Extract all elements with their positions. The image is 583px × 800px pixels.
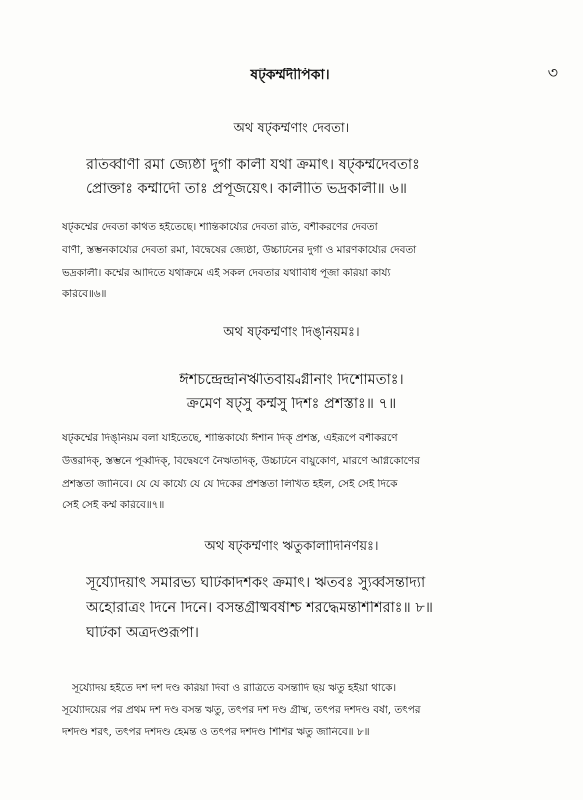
verse-line: রতির্ব্বাণী রমা জ্যেষ্ঠা দুর্গা কালী যথা ক্রমাৎ। ষট্‌কর্ম্মদেবতাঃ xyxy=(86,158,420,173)
commentary-line: সেই সেই কর্ম্ম করিবে॥৭॥ xyxy=(62,500,165,511)
commentary-line: দশদণ্ড শরৎ, তৎপর দশদণ্ড হেমন্ত ও তৎপর দশদণ্ড শিশির ঋতু জানিবে॥ ৮॥ xyxy=(62,727,370,738)
running-title: ষট্‌কর্ম্মদীপিকা। xyxy=(250,68,330,83)
verse-line: প্রোক্তাঃ কর্ম্মাদৌ তাঃ প্রপূজয়েৎ। কালীতি ভদ্রকালী॥ ৬॥ xyxy=(86,182,407,197)
commentary-line: প্রশস্ততা জানিবে। যে যে কার্য্যে যে যে দিকের প্রশস্ততা লিখিত হইল, সেই সেই দিকে xyxy=(62,479,398,490)
commentary-line: ভদ্রকালী। কর্ম্মের আদিতে যথাক্রমে এই সকল দেবতার যথাবিধি পূজা করিয়া কার্য্য xyxy=(62,268,391,279)
verse-line: ঘটিকা অত্রদণ্ডরূপা। xyxy=(86,626,199,641)
commentary-line: করিবে॥৬॥ xyxy=(62,289,107,300)
commentary-line: ষট্‌কর্ম্মের দিঙ্‌নিয়ম বলা যাইতেছে, শান্তিকার্য্যে ঈশান দিক্ প্রশস্ত, এইরূপে বশীকরণে xyxy=(62,433,398,444)
section-heading: অথ ষট্‌কর্ম্মণাং দেবতা। xyxy=(233,122,350,136)
verse-line: ঈশচন্দ্রেন্দ্রনির্ঋতিবায়্বগ্নীনাং দিশোমতাঃ। xyxy=(179,373,404,388)
section-heading: অথ ষট্‌কর্ম্মণাং দিঙ্‌নিয়মঃ। xyxy=(223,326,360,340)
commentary-line: সূর্য্যোদয়ের পর প্রথম দশ দণ্ড বসন্ত ঋতু, তৎপর দশ দণ্ড গ্রীষ্ম, তৎপর দশদণ্ড বর্ষা, তৎপর xyxy=(62,705,421,716)
page-number: ৩ xyxy=(547,64,558,82)
commentary-line: ষট্‌কর্ম্মের দেবতা কথিত হইতেছে। শান্তিকার্য্যের দেবতা রতি, বশীকরণের দেবতা xyxy=(62,222,378,233)
verse-line: অহোরাত্রং দিনে দিনে। বসন্তগ্রীষ্মবর্ষাশ্চ শরদ্ধেমন্তশিশিরাঃ॥ ৮॥ xyxy=(86,601,433,616)
verse-line: সূর্য্যোদয়াৎ সমারভ্য ঘটিকাদশকং ক্রমাৎ। ঋতবঃ স্যুর্ব্বসন্তাদ্যা xyxy=(86,576,426,591)
section-heading: অথ ষট্‌কর্ম্মণাং ঋতুকালাদিনির্ণয়ঃ। xyxy=(204,540,379,554)
verse-line: ক্রমেণ ষট্‌সু কর্ম্মসু দিশঃ প্রশস্তাঃ॥ ৭॥ xyxy=(186,397,397,412)
commentary-line: বাণী, স্তম্ভনকার্য্যের দেবতা রমা, বিদ্বেষের জ্যেষ্ঠা, উচ্চাটনের দুর্গা ও মারণকার্য্যের দেবতা xyxy=(62,245,417,256)
commentary-line: সূর্য্যোদয় হইতে দশ দশ দণ্ড করিয়া দিবা ও রাত্রিতে বসন্তাদি ছয় ঋতু হইয়া থাকে। xyxy=(72,683,397,694)
commentary-line: উত্তরদিক্, স্তম্ভনে পূর্ব্বদিক্, বিদ্বেষণে নৈঋতদিক্, উচ্চাটনে বায়ুকোণ, মারণে অগ্নিকোণের xyxy=(62,456,420,467)
